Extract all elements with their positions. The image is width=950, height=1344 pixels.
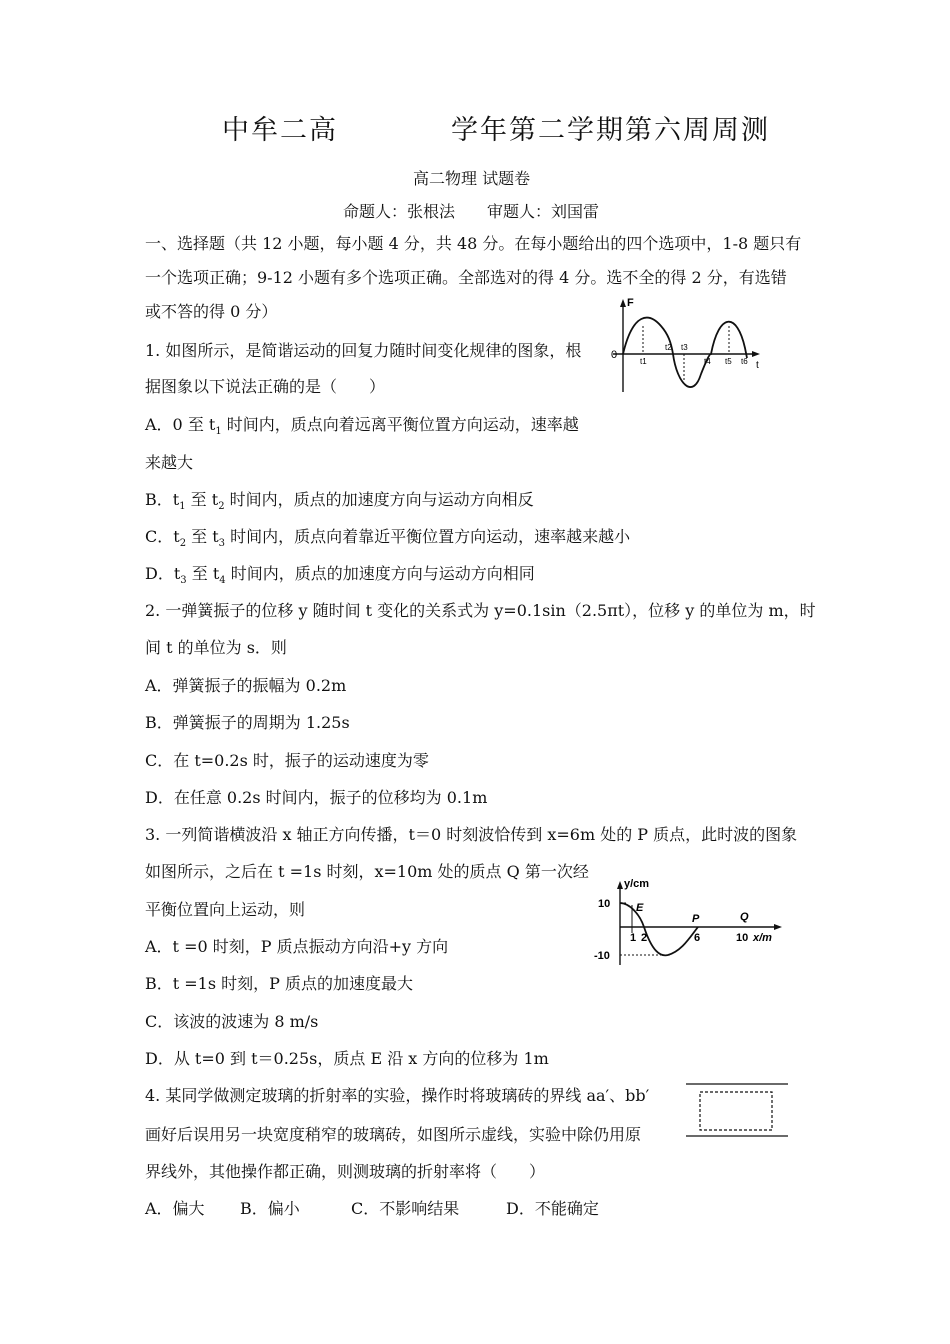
q1-tick-t1: t1 — [640, 357, 647, 366]
q3-tick-2: 2 — [641, 932, 648, 944]
q3-x-label: x/m — [753, 932, 772, 944]
q4-stem-line1: 4. 某同学做测定玻璃的折射率的实验，操作时将玻璃砖的界线 aa′、bb′ — [145, 1086, 650, 1105]
q1-stem-line1: 1. 如图所示，是简谐运动的回复力随时间变化规律的图象，根 — [145, 341, 582, 360]
school-name: 中牟二高 — [222, 115, 338, 146]
q2-option-b: B．弹簧振子的周期为 1.25s — [145, 713, 350, 732]
q1-tick-t5: t5 — [725, 357, 732, 366]
q3-tick-10: 10 — [736, 932, 749, 944]
q3-tick-1: 1 — [630, 932, 637, 944]
q1-origin-label: 0 — [611, 349, 618, 361]
q1-y-label: F — [627, 297, 634, 309]
q4-option-b: B．偏小 — [240, 1199, 300, 1218]
q3-stem-line2: 如图所示，之后在 t =1s 时刻，x=10m 处的质点 Q 第一次经 — [145, 862, 589, 881]
q3-y-min: -10 — [594, 950, 610, 962]
q2-stem-line2: 间 t 的单位为 s．则 — [145, 638, 287, 657]
q3-point-e: E — [636, 902, 644, 914]
q1-tick-t2: t2 — [665, 343, 672, 352]
q1-option-a: A．0 至 $t_1$ 时间内，质点向着远离平衡位置方向运动，速率越 — [145, 415, 579, 437]
exam-term-title: 学年第二学期第六周周测 — [451, 115, 770, 146]
q1-option-c: C．$t_2$ 至 $t_3$ 时间内，质点向着靠近平衡位置方向运动，速率越来越小 — [145, 527, 631, 549]
q4-stem-line2: 画好后误用另一块宽度稍窄的玻璃砖，如图所示虚线，实验中除仍用原 — [145, 1125, 642, 1144]
q2-option-a: A．弹簧振子的振幅为 0.2m — [145, 676, 347, 695]
q3-option-d: D．从 t=0 到 t＝0.25s，质点 E 沿 x 方向的位移为 1m — [145, 1049, 549, 1068]
subtitle: 高二物理 试题卷 — [413, 169, 531, 188]
q4-stem-line3: 界线外，其他操作都正确，则测玻璃的折射率将（ ） — [145, 1162, 546, 1181]
q1-tick-t3: t3 — [681, 343, 688, 352]
section-instructions-line2: 一个选项正确；9-12 小题有多个选项正确。全部选对的得 4 分。选不全的得 2 分，有选错 — [145, 268, 787, 287]
q4-glass-brick-diagram — [684, 1078, 790, 1140]
q3-y-max: 10 — [598, 898, 611, 910]
q3-option-b: B．t =1s 时刻，P 质点的加速度最大 — [145, 974, 414, 993]
q1-stem-line2: 据图象以下说法正确的是（ ） — [145, 377, 386, 396]
q1-force-time-graph — [605, 296, 765, 398]
q3-tick-6: 6 — [694, 932, 701, 944]
q3-wave-graph — [590, 875, 790, 970]
q4-option-a: A．偏大 — [145, 1199, 205, 1218]
q2-option-c: C．在 t=0.2s 时，振子的运动速度为零 — [145, 751, 429, 770]
q4-option-d: D．不能确定 — [506, 1199, 599, 1218]
q2-stem-line1: 2. 一弹簧振子的位移 y 随时间 t 变化的关系式为 y=0.1sin（2.5πt），位移 y 的单位为 m，时 — [145, 601, 816, 620]
authors: 命题人：张根法 审题人：刘国雷 — [343, 202, 600, 221]
q3-option-a: A．t =0 时刻，P 质点振动方向沿+y 方向 — [145, 937, 449, 956]
q1-tick-t6: t6 — [741, 357, 748, 366]
section-instructions-line1: 一、选择题（共 12 小题，每小题 4 分，共 48 分。在每小题给出的四个选项中，1-8 题只有 — [145, 234, 802, 253]
section-instructions-line3: 或不答的得 0 分） — [145, 302, 278, 321]
q1-tick-t4: t4 — [704, 357, 711, 366]
q2-option-d: D．在任意 0.2s 时间内，振子的位移均为 0.1m — [145, 788, 488, 807]
q3-point-p: P — [692, 913, 700, 925]
q1-option-b: B．$t_1$ 至 $t_2$ 时间内，质点的加速度方向与运动方向相反 — [145, 490, 534, 512]
q3-y-label: y/cm — [624, 878, 650, 890]
q3-point-q: Q — [740, 911, 749, 923]
q1-option-d: D．$t_3$ 至 $t_4$ 时间内，质点的加速度方向与运动方向相同 — [145, 564, 535, 586]
q1-x-label: t — [756, 360, 759, 371]
q1-option-a-continued: 来越大 — [145, 453, 194, 472]
q3-stem-line3: 平衡位置向上运动，则 — [145, 900, 306, 919]
q3-stem-line1: 3. 一列简谐横波沿 x 轴正方向传播，t＝0 时刻波恰传到 x=6m 处的 P 质点，此时波的图象 — [145, 825, 798, 844]
q3-option-c: C．该波的波速为 8 m/s — [145, 1012, 319, 1031]
q4-option-c: C．不影响结果 — [351, 1199, 460, 1218]
